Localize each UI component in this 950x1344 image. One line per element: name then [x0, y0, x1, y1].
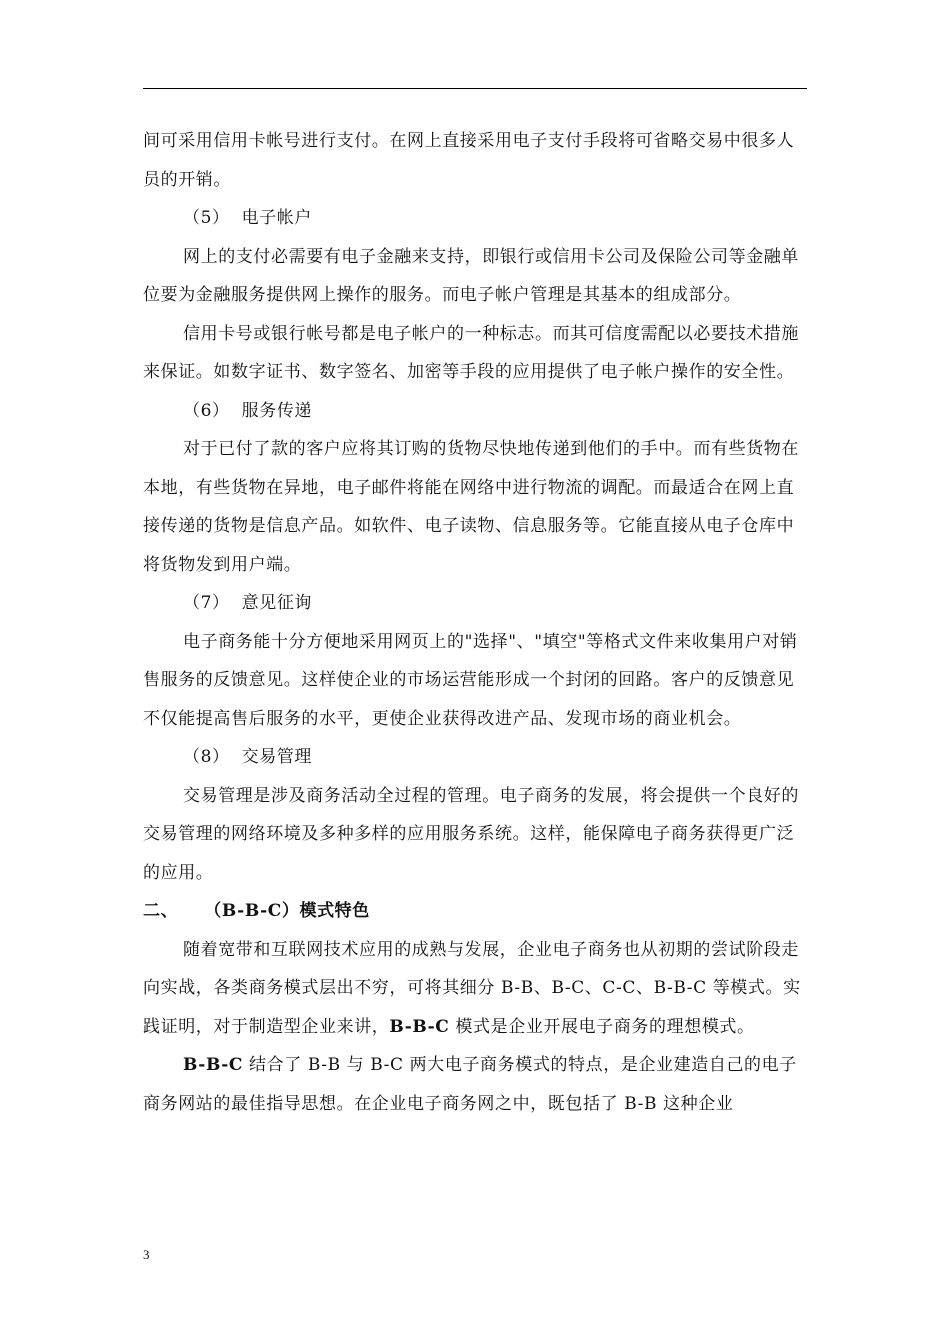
header-rule: [143, 88, 807, 89]
paragraph: [143, 777, 807, 893]
subsection-heading: （7） 意见征询: [183, 593, 313, 613]
paragraph: [143, 238, 807, 315]
paragraph-text: 交易管理是涉及商务活动全过程的管理。电子商务的发展，将会提供一个良好的交易管理的网络环境及多种多样的应用服务系统。这样，能保障电子商务获得更广泛的应用。: [143, 785, 799, 883]
section-heading: 二、 （B-B-C）模式特色: [143, 901, 370, 921]
paragraph-text: 信用卡号或银行帐号都是电子帐户的一种标志。而其可信度需配以必要技术措施来保证。如数字证书、数字签名、加密等手段的应用提供了电子帐户操作的安全性。: [143, 323, 799, 382]
paragraph-text: 结合了 B-B 与 B-C 两大电子商务模式的特点，是企业建造自己的电子商务网站的最佳指导思想。在企业电子商务网之中，既包括了 B-B 这种企业: [143, 1055, 797, 1114]
paragraph: [143, 623, 807, 739]
paragraph-text: 间可采用信用卡帐号进行支付。在网上直接采用电子支付手段将可省略交易中很多人员的开销。: [143, 131, 795, 190]
paragraph: [143, 430, 807, 584]
paragraph-text: 电子商务能十分方便地采用网页上的"选择"、"填空"等格式文件来收集用户对销售服务的反馈意见。这样使企业的市场运营能形成一个封闭的回路。客户的反馈意见不仅能提高售后服务的水平，更使企业获得改进产品、发现市场的商业机会。: [143, 631, 798, 729]
subsection-heading: （5） 电子帐户: [183, 208, 313, 228]
subsection-heading: （6） 服务传递: [183, 400, 313, 421]
paragraph: [143, 931, 807, 1047]
paragraph: [143, 122, 807, 199]
bold-term: B-B-C: [183, 1055, 244, 1075]
paragraph: [143, 1046, 807, 1123]
subsection-heading: （8） 交易管理: [183, 747, 313, 767]
paragraph-text: 随着宽带和互联网技术应用的成熟与发展，企业电子商务也从初期的尝试阶段走向实战，各类商务模式层出不穷，可将其细分 B-B、B-C、C-C、B-B-C 等模式。实践证明，对于制造型企业来讲，: [143, 939, 801, 1037]
bold-term: B-B-C: [389, 1016, 450, 1037]
paragraph-text: 对于已付了款的客户应将其订购的货物尽快地传递到他们的手中。而有些货物在本地，有些货物在异地，电子邮件将能在网络中进行物流的调配。而最适合在网上直接传递的货物是信息产品。如软件、电子读物、信息服务等。它能直接从电子仓库中将货物发到用户端。: [143, 439, 799, 575]
body-text: [143, 122, 807, 1123]
paragraph-text: 网上的支付必需要有电子金融来支持，即银行或信用卡公司及保险公司等金融单位要为金融服务提供网上操作的服务。而电子帐户管理是其基本的组成部分。: [143, 246, 799, 305]
page-number: 3: [143, 1247, 150, 1262]
paragraph: [143, 315, 807, 392]
paragraph-text: 模式是企业开展电子商务的理想模式。: [449, 1016, 755, 1037]
